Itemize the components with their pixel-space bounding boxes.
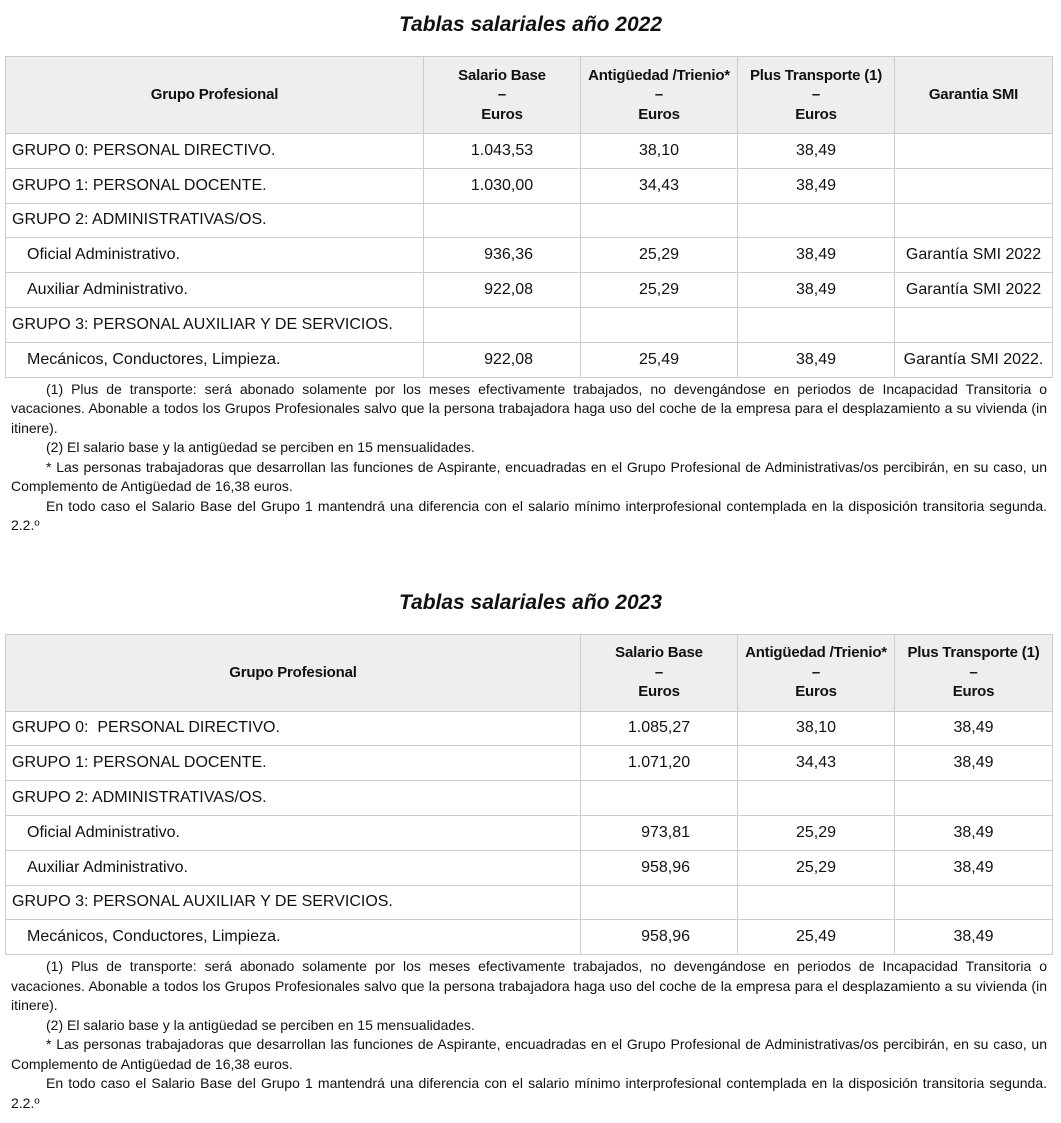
garantia-cell xyxy=(895,168,1053,203)
footnote-smi: En todo caso el Salario Base del Grupo 1 mantendrá una diferencia con el salario mínimo interprofesional contemplada en la disposición transitoria segunda. 2.2.º xyxy=(11,1075,1047,1111)
salario-base-cell: 922,08 xyxy=(424,342,581,377)
footnotes-2022 xyxy=(0,378,1061,536)
footnote-smi: En todo caso el Salario Base del Grupo 1 mantendrá una diferencia con el salario mínimo interprofesional contemplada en la disposición transitoria segunda. 2.2.º xyxy=(11,497,1047,534)
grupo-cell: Mecánicos, Conductores, Limpieza. xyxy=(6,920,581,955)
plus-transporte-cell: 38,49 xyxy=(895,815,1053,850)
table-row xyxy=(6,307,1053,342)
footnote-aspirante: * Las personas trabajadoras que desarrollan las funciones de Aspirante, encuadradas en el Grupo Profesional de Administrativas/os percibirán, en su caso, un Complemento de Antigüedad de 16,38 euros. xyxy=(11,458,1047,495)
grupo-cell: Mecánicos, Conductores, Limpieza. xyxy=(6,342,424,377)
grupo-cell: Auxiliar Administrativo. xyxy=(6,850,581,885)
grupo-cell: Oficial Administrativo. xyxy=(6,238,424,273)
table-row xyxy=(6,168,1053,203)
header-plus-transporte: Plus Transporte (1) – Euros xyxy=(895,634,1053,711)
footnote-transporte: (1) Plus de transporte: será abonado solamente por los meses efectivamente trabajados, no devengándose en periodos de Incapacidad Transitoria o vacaciones. Abonable a todos los Grupos Profesionales salvo que la persona trabajadora haga uso del coche de la empresa para el desplazamiento a su vivienda (in itinere). xyxy=(11,380,1047,436)
salario-base-cell xyxy=(581,781,738,816)
table-title-2022: Tablas salariales año 2022 xyxy=(398,13,663,36)
table-row xyxy=(6,920,1053,955)
header-antiguedad: Antigüedad /Trienio* – Euros xyxy=(738,634,895,711)
grupo-cell: GRUPO 0: PERSONAL DIRECTIVO. xyxy=(6,711,581,746)
salario-base-cell: 958,96 xyxy=(581,920,738,955)
salario-base-cell: 958,96 xyxy=(581,850,738,885)
table-header-row xyxy=(6,634,1053,711)
antiguedad-cell xyxy=(738,781,895,816)
grupo-cell: GRUPO 0: PERSONAL DIRECTIVO. xyxy=(6,134,424,169)
header-salario-base: Salario Base – Euros xyxy=(581,634,738,711)
plus-transporte-cell: 38,49 xyxy=(895,920,1053,955)
plus-transporte-cell: 38,49 xyxy=(895,850,1053,885)
footnotes-2023 xyxy=(0,955,1061,1113)
salario-base-cell: 936,36 xyxy=(424,238,581,273)
salario-base-cell: 1.043,53 xyxy=(424,134,581,169)
table-title-2023: Tablas salariales año 2023 xyxy=(398,590,663,614)
grupo-cell: GRUPO 3: PERSONAL AUXILIAR Y DE SERVICIOS. xyxy=(6,307,424,342)
plus-transporte-cell xyxy=(895,885,1053,920)
antiguedad-cell: 25,29 xyxy=(738,850,895,885)
table-header-row xyxy=(6,57,1053,134)
antiguedad-cell xyxy=(738,885,895,920)
antiguedad-cell: 38,10 xyxy=(581,134,738,169)
table-row xyxy=(6,885,1053,920)
salary-section-2022 xyxy=(0,0,1061,536)
footnote-mensualidades: (2) El salario base y la antigüedad se perciben en 15 mensualidades. xyxy=(46,1016,475,1033)
salario-base-cell: 973,81 xyxy=(581,815,738,850)
table-row xyxy=(6,273,1053,308)
garantia-cell xyxy=(895,134,1053,169)
header-plus-transporte: Plus Transporte (1) – Euros xyxy=(738,57,895,134)
header-antiguedad: Antigüedad /Trienio* – Euros xyxy=(581,57,738,134)
salary-section-2023 xyxy=(0,578,1061,1114)
antiguedad-cell: 25,29 xyxy=(738,815,895,850)
table-row xyxy=(6,746,1053,781)
header-grupo-profesional: Grupo Profesional xyxy=(6,634,581,711)
salario-base-cell: 1.071,20 xyxy=(581,746,738,781)
section-spacer xyxy=(0,536,1061,578)
antiguedad-cell xyxy=(581,307,738,342)
table-row xyxy=(6,850,1053,885)
antiguedad-cell: 34,43 xyxy=(581,168,738,203)
grupo-cell: Auxiliar Administrativo. xyxy=(6,273,424,308)
table-row xyxy=(6,711,1053,746)
antiguedad-cell: 25,49 xyxy=(738,920,895,955)
header-salario-base: Salario Base – Euros xyxy=(424,57,581,134)
plus-transporte-cell xyxy=(738,203,895,238)
antiguedad-cell: 25,29 xyxy=(581,273,738,308)
plus-transporte-cell xyxy=(895,781,1053,816)
salary-table-2022 xyxy=(5,56,1053,378)
garantia-cell: Garantía SMI 2022. xyxy=(895,342,1053,377)
footnote-transporte: (1) Plus de transporte: será abonado solamente por los meses efectivamente trabajados, no devengándose en periodos de Incapacidad Transitoria o vacaciones. Abonable a todos los Grupos Profesionales salvo que la persona trabajadora haga uso del coche de la empresa para el desplazamiento a su vivienda (in itinere). xyxy=(11,958,1047,1014)
table-row xyxy=(6,238,1053,273)
plus-transporte-cell: 38,49 xyxy=(738,168,895,203)
antiguedad-cell: 34,43 xyxy=(738,746,895,781)
salario-base-cell xyxy=(424,203,581,238)
salario-base-cell: 1.085,27 xyxy=(581,711,738,746)
salary-table-2023 xyxy=(5,634,1053,956)
plus-transporte-cell xyxy=(738,307,895,342)
grupo-cell: Oficial Administrativo. xyxy=(6,815,581,850)
garantia-cell xyxy=(895,307,1053,342)
plus-transporte-cell: 38,49 xyxy=(895,746,1053,781)
plus-transporte-cell: 38,49 xyxy=(738,342,895,377)
grupo-cell: GRUPO 3: PERSONAL AUXILIAR Y DE SERVICIOS. xyxy=(6,885,581,920)
plus-transporte-cell: 38,49 xyxy=(738,273,895,308)
antiguedad-cell: 38,10 xyxy=(738,711,895,746)
table-row xyxy=(6,815,1053,850)
antiguedad-cell xyxy=(581,203,738,238)
grupo-cell: GRUPO 2: ADMINISTRATIVAS/OS. xyxy=(6,203,424,238)
plus-transporte-cell: 38,49 xyxy=(738,238,895,273)
table-row xyxy=(6,342,1053,377)
table-row xyxy=(6,134,1053,169)
salario-base-cell xyxy=(581,885,738,920)
antiguedad-cell: 25,49 xyxy=(581,342,738,377)
footnote-aspirante: * Las personas trabajadoras que desarrollan las funciones de Aspirante, encuadradas en el Grupo Profesional de Administrativas/os percibirán, en su caso, un Complemento de Antigüedad de 16,38 euros. xyxy=(11,1036,1047,1072)
table-row xyxy=(6,781,1053,816)
plus-transporte-cell: 38,49 xyxy=(895,711,1053,746)
antiguedad-cell: 25,29 xyxy=(581,238,738,273)
table-row xyxy=(6,203,1053,238)
garantia-cell xyxy=(895,203,1053,238)
header-garantia-smi: Garantia SMI xyxy=(895,57,1053,134)
grupo-cell: GRUPO 1: PERSONAL DOCENTE. xyxy=(6,168,424,203)
garantia-cell: Garantía SMI 2022 xyxy=(895,273,1053,308)
footnote-mensualidades: (2) El salario base y la antigüedad se perciben en 15 mensualidades. xyxy=(46,439,475,456)
salario-base-cell: 922,08 xyxy=(424,273,581,308)
plus-transporte-cell: 38,49 xyxy=(738,134,895,169)
salario-base-cell: 1.030,00 xyxy=(424,168,581,203)
header-grupo-profesional: Grupo Profesional xyxy=(6,57,424,134)
grupo-cell: GRUPO 1: PERSONAL DOCENTE. xyxy=(6,746,581,781)
garantia-cell: Garantía SMI 2022 xyxy=(895,238,1053,273)
salario-base-cell xyxy=(424,307,581,342)
grupo-cell: GRUPO 2: ADMINISTRATIVAS/OS. xyxy=(6,781,581,816)
